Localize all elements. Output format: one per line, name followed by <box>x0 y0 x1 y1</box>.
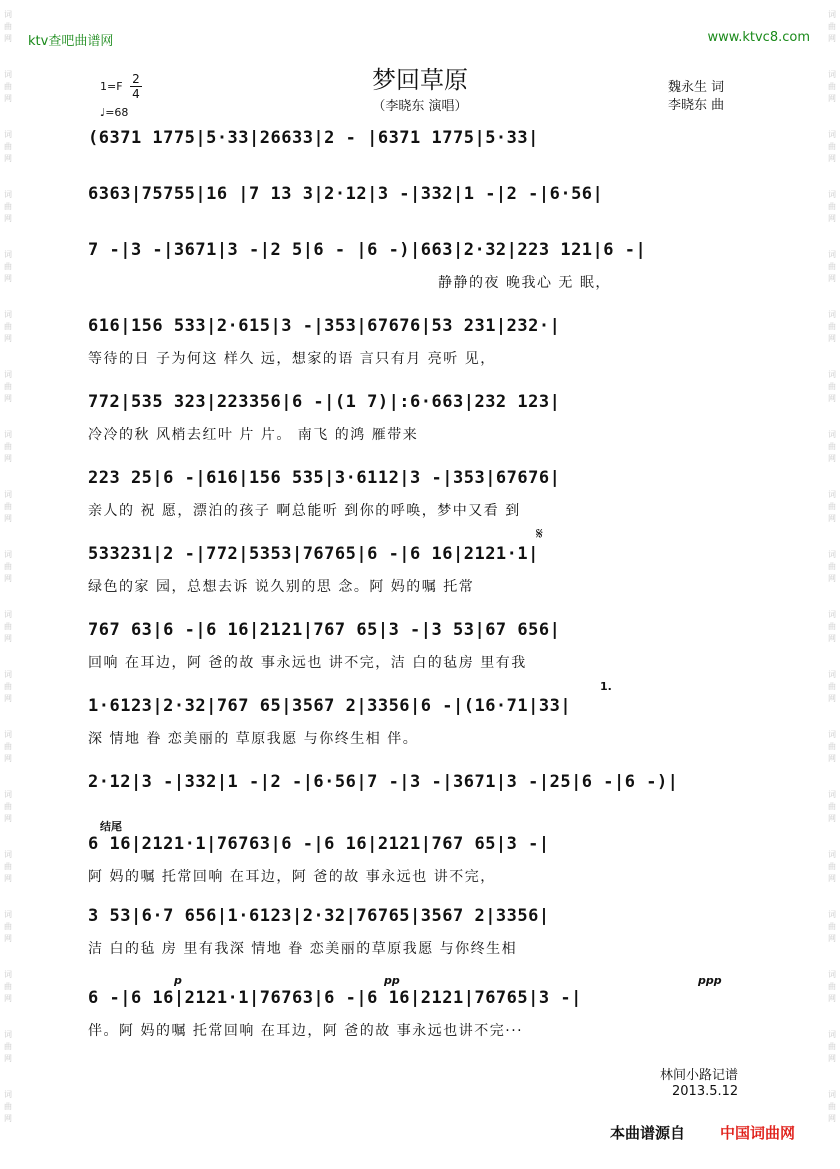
watermark-char: 网 <box>4 274 12 283</box>
watermark-char: 词 <box>4 130 12 139</box>
watermark-char: 词 <box>828 250 836 259</box>
transcription-date: 2013.5.12 <box>672 1084 739 1099</box>
watermark-char: 曲 <box>828 1042 836 1051</box>
watermark-char: 曲 <box>828 382 836 391</box>
watermark-group <box>824 0 840 60</box>
watermark-group <box>0 840 16 900</box>
watermark-char: 词 <box>828 130 836 139</box>
lyric-line: 静静的夜 晚我心 无 眠， <box>438 275 611 291</box>
watermark-char: 词 <box>828 550 836 559</box>
watermark-char: 曲 <box>4 22 12 31</box>
watermark-group <box>824 180 840 240</box>
watermark-char: 词 <box>828 670 836 679</box>
watermark-char: 网 <box>828 694 836 703</box>
watermark-char: 网 <box>828 34 836 43</box>
watermark-char: 曲 <box>828 1102 836 1111</box>
watermark-char: 曲 <box>828 82 836 91</box>
watermark-char: 网 <box>4 934 12 943</box>
watermark-char: 曲 <box>828 622 836 631</box>
watermark-group <box>0 1080 16 1140</box>
watermark-char: 词 <box>828 790 836 799</box>
watermark-char: 曲 <box>4 502 12 511</box>
watermark-char: 词 <box>4 430 12 439</box>
watermark-char: 网 <box>4 874 12 883</box>
watermark-char: 网 <box>828 394 836 403</box>
watermark-char: 曲 <box>828 142 836 151</box>
notes-line: 2·12|3 -|332|1 -|2 -|6·56|7 -|3 -|3671|3 -|25|6 -|6 -)| <box>88 772 679 792</box>
watermark-char: 网 <box>828 274 836 283</box>
dynamic-p: p <box>174 974 182 987</box>
watermark-char: 曲 <box>4 682 12 691</box>
watermark-char: 曲 <box>4 142 12 151</box>
notes-line: 7 -|3 -|3671|3 -|2 5|6 - |6 -)|663|2·32|223 121|6 -| <box>88 240 647 260</box>
watermark-char: 网 <box>4 994 12 1003</box>
watermark-char: 网 <box>828 874 836 883</box>
watermark-char: 网 <box>4 454 12 463</box>
watermark-group <box>824 480 840 540</box>
score-row <box>88 680 753 756</box>
watermark-char: 词 <box>4 250 12 259</box>
song-subtitle: （李晓东 演唱） <box>372 99 468 114</box>
watermark-char: 曲 <box>4 1102 12 1111</box>
key-label: 1=F <box>100 80 123 93</box>
time-top: 2 <box>132 72 140 86</box>
watermark-char: 词 <box>4 190 12 199</box>
watermark-char: 词 <box>4 1030 12 1039</box>
watermark-char: 词 <box>4 550 12 559</box>
notes-line: 767 63|6 -|6 16|2121|767 65|3 -|3 53|67 656| <box>88 620 561 640</box>
watermark-char: 词 <box>828 370 836 379</box>
watermark-group <box>0 120 16 180</box>
watermark-char: 词 <box>4 1090 12 1099</box>
watermark-char: 曲 <box>4 1042 12 1051</box>
watermark-char: 曲 <box>4 442 12 451</box>
watermark-char: 词 <box>4 730 12 739</box>
watermark-char: 词 <box>828 10 836 19</box>
watermark-group <box>0 300 16 360</box>
watermark-char: 网 <box>4 214 12 223</box>
watermark-group <box>0 960 16 1020</box>
watermark-char: 网 <box>828 214 836 223</box>
time-bottom: 4 <box>130 86 142 101</box>
watermark-group <box>824 300 840 360</box>
watermark-char: 网 <box>4 1054 12 1063</box>
watermark-char: 网 <box>828 934 836 943</box>
notes-line: (6371 1775|5·33|26633|2 - |6371 1775|5·33| <box>88 128 539 148</box>
notes-line: 533231|2 -|772|5353|76765|6 -|6 16|2121·1| <box>88 544 539 564</box>
source-site-link[interactable]: 中国词曲网 <box>720 1124 796 1142</box>
watermark-char: 网 <box>828 754 836 763</box>
watermark-char: 词 <box>4 10 12 19</box>
dynamic-pp: pp <box>384 974 400 987</box>
left-watermark-strip <box>0 0 16 1169</box>
watermark-char: 网 <box>828 94 836 103</box>
watermark-char: 词 <box>4 850 12 859</box>
score-row <box>88 772 753 832</box>
watermark-group <box>824 420 840 480</box>
watermark-group <box>824 660 840 720</box>
score-row <box>88 906 753 966</box>
watermark-char: 词 <box>4 310 12 319</box>
watermark-group <box>824 600 840 660</box>
watermark-group <box>824 960 840 1020</box>
watermark-char: 词 <box>4 370 12 379</box>
watermark-char: 网 <box>828 334 836 343</box>
watermark-char: 网 <box>4 814 12 823</box>
score-row <box>88 820 753 894</box>
lyric-line: 洁 白的毡 房 里有我深 情地 眷 恋美丽的草原我愿 与你终生相 <box>88 941 518 957</box>
watermark-group <box>0 540 16 600</box>
watermark-char: 词 <box>828 610 836 619</box>
watermark-char: 曲 <box>828 982 836 991</box>
watermark-char: 曲 <box>828 862 836 871</box>
watermark-group <box>0 0 16 60</box>
watermark-char: 词 <box>828 190 836 199</box>
first-ending-mark: 1. <box>600 680 612 693</box>
watermark-group <box>0 480 16 540</box>
right-watermark-strip <box>824 0 840 1169</box>
watermark-char: 词 <box>4 70 12 79</box>
notes-line: 6363|75755|16 |7 13 3|2·12|3 -|332|1 -|2 -|6·56| <box>88 184 604 204</box>
watermark-char: 网 <box>4 34 12 43</box>
watermark-group <box>0 720 16 780</box>
watermark-char: 网 <box>828 1054 836 1063</box>
watermark-group <box>824 900 840 960</box>
notes-line: 6 16|2121·1|76763|6 -|6 16|2121|767 65|3 -| <box>88 834 550 854</box>
watermark-char: 网 <box>828 1114 836 1123</box>
watermark-group <box>824 840 840 900</box>
lyric-line: 伴。阿 妈的嘱 托常回响 在耳边，阿 爸的故 事永远也讲不完··· <box>88 1023 524 1039</box>
score-row <box>88 468 753 528</box>
watermark-char: 曲 <box>828 682 836 691</box>
watermark-char: 网 <box>4 394 12 403</box>
watermark-char: 词 <box>4 610 12 619</box>
watermark-char: 曲 <box>828 802 836 811</box>
lyric-line: 深 情地 眷 恋美丽的 草原我愿 与你终生相 伴。 <box>88 731 419 747</box>
watermark-char: 曲 <box>828 262 836 271</box>
watermark-group <box>0 240 16 300</box>
score-row <box>88 316 753 376</box>
composer-credit: 李晓东 曲 <box>668 98 725 113</box>
watermark-char: 网 <box>4 634 12 643</box>
watermark-char: 词 <box>828 970 836 979</box>
watermark-group <box>824 240 840 300</box>
watermark-char: 网 <box>4 334 12 343</box>
watermark-group <box>824 1080 840 1140</box>
watermark-group <box>824 360 840 420</box>
watermark-char: 词 <box>4 490 12 499</box>
watermark-char: 网 <box>828 574 836 583</box>
watermark-char: 曲 <box>828 562 836 571</box>
watermark-char: 曲 <box>828 502 836 511</box>
watermark-char: 网 <box>828 154 836 163</box>
watermark-char: 网 <box>828 634 836 643</box>
notes-line: 3 53|6·7 656|1·6123|2·32|76765|3567 2|3356| <box>88 906 550 926</box>
watermark-char: 词 <box>828 850 836 859</box>
watermark-char: 词 <box>4 970 12 979</box>
watermark-char: 曲 <box>828 742 836 751</box>
watermark-char: 词 <box>828 910 836 919</box>
time-signature <box>130 72 142 101</box>
notes-line: 223 25|6 -|616|156 535|3·6112|3 -|353|67676| <box>88 468 561 488</box>
watermark-group <box>824 780 840 840</box>
watermark-char: 曲 <box>4 862 12 871</box>
watermark-char: 词 <box>828 310 836 319</box>
score-row <box>88 524 753 604</box>
dynamic-ppp: ppp <box>698 974 722 987</box>
watermark-char: 网 <box>4 514 12 523</box>
watermark-group <box>0 600 16 660</box>
watermark-char: 曲 <box>828 442 836 451</box>
tempo-label: ♩=68 <box>100 106 129 119</box>
lyric-line: 冷冷的秋 风梢去红叶 片 片。 南飞 的鸿 雁带来 <box>88 427 419 443</box>
watermark-char: 网 <box>4 154 12 163</box>
watermark-char: 曲 <box>4 262 12 271</box>
site-name-left[interactable]: ktv查吧曲谱网 <box>28 34 114 49</box>
watermark-char: 词 <box>828 430 836 439</box>
watermark-char: 词 <box>828 730 836 739</box>
watermark-char: 网 <box>828 454 836 463</box>
site-url-right[interactable]: www.ktvc8.com <box>707 30 810 45</box>
score-row <box>88 620 753 680</box>
watermark-char: 曲 <box>828 322 836 331</box>
watermark-char: 网 <box>828 814 836 823</box>
notes-line: 772|535 323|223356|6 -|(1 7)|:6·663|232 123| <box>88 392 561 412</box>
watermark-group <box>824 720 840 780</box>
notes-line: 1·6123|2·32|767 65|3567 2|3356|6 -|(16·71|33| <box>88 696 572 716</box>
lyric-line: 绿色的家 园，总想去诉 说久别的思 念。阿 妈的嘱 托常 <box>88 579 475 595</box>
watermark-group <box>0 360 16 420</box>
source-label: 本曲谱源自 <box>610 1124 686 1142</box>
score-row <box>88 184 753 244</box>
watermark-char: 词 <box>828 490 836 499</box>
watermark-char: 网 <box>828 514 836 523</box>
score-row <box>88 392 753 452</box>
lyricist-credit: 魏永生 词 <box>668 80 725 95</box>
watermark-group <box>0 660 16 720</box>
watermark-char: 网 <box>4 574 12 583</box>
notes-line: 6 -|6 16|2121·1|76763|6 -|6 16|2121|76765|3 -| <box>88 988 582 1008</box>
watermark-group <box>0 780 16 840</box>
watermark-char: 词 <box>828 70 836 79</box>
watermark-char: 网 <box>828 994 836 1003</box>
watermark-group <box>0 900 16 960</box>
watermark-group <box>0 180 16 240</box>
segno-sign: 𝄋 <box>536 524 543 543</box>
watermark-char: 网 <box>4 1114 12 1123</box>
watermark-char: 词 <box>828 1030 836 1039</box>
watermark-char: 曲 <box>4 202 12 211</box>
watermark-group <box>824 540 840 600</box>
watermark-group <box>0 1020 16 1080</box>
song-title: 梦回草原 <box>372 66 468 94</box>
watermark-char: 词 <box>4 670 12 679</box>
watermark-group <box>0 420 16 480</box>
watermark-char: 曲 <box>4 802 12 811</box>
watermark-char: 曲 <box>828 22 836 31</box>
watermark-char: 曲 <box>828 202 836 211</box>
score-row <box>88 240 753 300</box>
watermark-group <box>824 1020 840 1080</box>
coda-label: 结尾 <box>100 820 122 833</box>
lyric-line: 亲人的 祝 愿，漂泊的孩子 啊总能听 到你的呼唤，梦中又看 到 <box>88 503 521 519</box>
watermark-char: 曲 <box>4 742 12 751</box>
transcriber-credit: 林间小路记谱 <box>660 1068 739 1083</box>
watermark-char: 曲 <box>4 562 12 571</box>
score-row <box>88 974 753 1048</box>
watermark-char: 网 <box>4 694 12 703</box>
watermark-char: 曲 <box>4 622 12 631</box>
watermark-char: 网 <box>4 94 12 103</box>
watermark-char: 曲 <box>4 982 12 991</box>
watermark-char: 词 <box>828 1090 836 1099</box>
score-row <box>88 128 753 188</box>
watermark-char: 网 <box>4 754 12 763</box>
watermark-char: 曲 <box>4 382 12 391</box>
notes-line: 616|156 533|2·615|3 -|353|67676|53 231|232·| <box>88 316 561 336</box>
lyric-line: 阿 妈的嘱 托常回响 在耳边，阿 爸的故 事永远也 讲不完， <box>88 869 496 885</box>
watermark-char: 曲 <box>828 922 836 931</box>
watermark-char: 词 <box>4 790 12 799</box>
lyric-line: 等待的日 子为何这 样久 远，想家的语 言只有月 亮听 见， <box>88 351 496 367</box>
watermark-char: 曲 <box>4 922 12 931</box>
watermark-char: 词 <box>4 910 12 919</box>
watermark-char: 曲 <box>4 82 12 91</box>
watermark-group <box>824 120 840 180</box>
watermark-char: 曲 <box>4 322 12 331</box>
lyric-line: 回响 在耳边，阿 爸的故 事永远也 讲不完，洁 白的毡房 里有我 <box>88 655 527 671</box>
